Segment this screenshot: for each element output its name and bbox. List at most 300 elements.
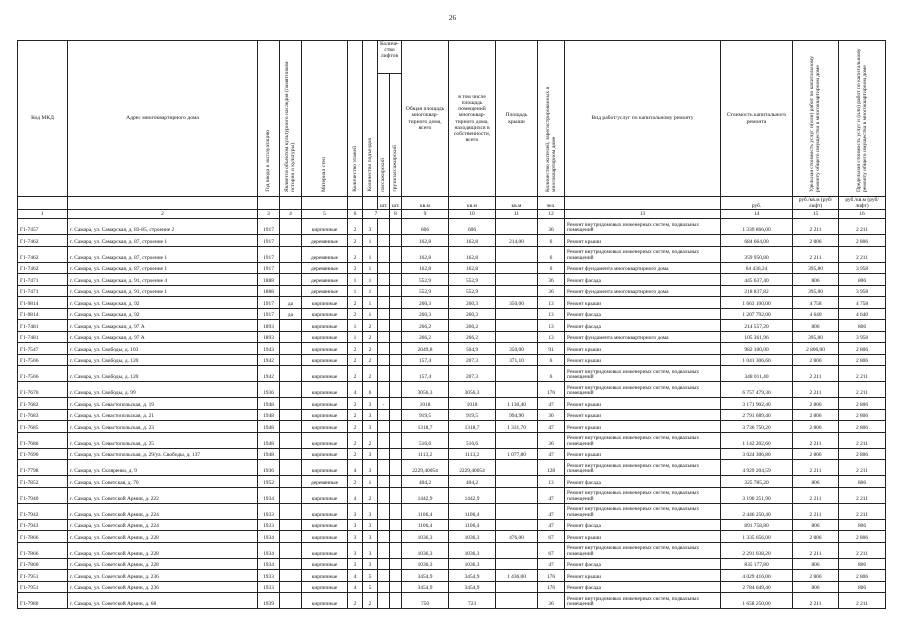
cell-kod: Г1-7852 bbox=[18, 476, 68, 488]
cell-cost: 3 171 902,40 bbox=[721, 398, 793, 410]
cell-mat: кирпичные bbox=[302, 366, 348, 382]
cell-lc bbox=[390, 274, 402, 286]
cell-her bbox=[280, 235, 302, 247]
cell-kod: Г1-7798 bbox=[18, 460, 68, 476]
cell-fl: 2 bbox=[348, 308, 363, 320]
cell-at: 750 bbox=[402, 593, 449, 609]
cell-ao: 260,3 bbox=[449, 297, 496, 309]
cell-ar: 214,00 bbox=[496, 235, 538, 247]
cell-fl: 3 bbox=[348, 542, 363, 558]
header-cost: Стоимость капитального ремонта bbox=[721, 41, 793, 197]
cell-lp bbox=[378, 331, 390, 343]
cell-ao: 162,8 bbox=[449, 246, 496, 262]
cell-ar bbox=[496, 593, 538, 609]
table-row bbox=[18, 581, 886, 593]
colnum: 12 bbox=[538, 210, 565, 219]
cell-lp bbox=[378, 343, 390, 355]
cell-res: 13 bbox=[538, 476, 565, 488]
cell-ao: 162,8 bbox=[449, 235, 496, 247]
cell-addr: г. Самара, ул. Советской Армии, д. 228 bbox=[68, 542, 258, 558]
cell-kod: Г1-7943 bbox=[18, 519, 68, 531]
cell-addr: г. Самара, ул. Севастопольская, д. 25 bbox=[68, 432, 258, 448]
cell-fl: 2 bbox=[348, 366, 363, 382]
header-row bbox=[18, 41, 886, 74]
cell-mc: 4 640 bbox=[839, 308, 886, 320]
cell-lc bbox=[390, 542, 402, 558]
cell-mat: кирпичные bbox=[302, 398, 348, 410]
cell-mat: кирпичные bbox=[302, 219, 348, 235]
cell-lp bbox=[378, 354, 390, 366]
cell-en: 2 bbox=[363, 432, 378, 448]
cell-lp bbox=[378, 487, 390, 503]
cell-mc: 806 bbox=[839, 558, 886, 570]
cell-uc: 2 806 bbox=[793, 398, 839, 410]
cell-mc: 806 bbox=[839, 320, 886, 332]
cell-year: 1888 bbox=[258, 285, 280, 297]
table-row bbox=[18, 570, 886, 582]
table-row bbox=[18, 460, 886, 476]
table-row bbox=[18, 542, 886, 558]
cell-ar bbox=[496, 262, 538, 274]
cell-work: Ремонт крыши bbox=[565, 235, 721, 247]
cell-year: 1948 bbox=[258, 432, 280, 448]
cell-cost: 1 207 792,00 bbox=[721, 308, 793, 320]
cell-en: 5 bbox=[363, 570, 378, 582]
table-row bbox=[18, 354, 886, 366]
cell-addr: г. Самара, ул. Самарская, д. 91, строение 4 bbox=[68, 274, 258, 286]
cell-ao: 1318,7 bbox=[449, 421, 496, 433]
cell-ao: 1018 bbox=[449, 398, 496, 410]
cell-mc: 2 806 bbox=[839, 570, 886, 582]
cell-kod: Г1-7481 bbox=[18, 320, 68, 332]
unit-sht1: шт. bbox=[378, 197, 390, 210]
cell-year: 1934 bbox=[258, 558, 280, 570]
cell-mc: 4 758 bbox=[839, 297, 886, 309]
cell-fl: 1 bbox=[348, 320, 363, 332]
cell-year: 1943 bbox=[258, 343, 280, 355]
cell-lc bbox=[390, 519, 402, 531]
cell-work: Ремонт внутридомовых инженерных систем, подвальных помещений bbox=[565, 460, 721, 476]
cell-res: 13 bbox=[538, 297, 565, 309]
cell-at: 3454,9 bbox=[402, 570, 449, 582]
cell-ar: 350,00 bbox=[496, 297, 538, 309]
cell-mat: кирпичные bbox=[302, 503, 348, 519]
cell-addr: г. Самара, ул. Самарская, д. 97 А bbox=[68, 320, 258, 332]
cell-her: да bbox=[280, 297, 302, 309]
cell-lp bbox=[378, 581, 390, 593]
cell-ar: 994,90 bbox=[496, 409, 538, 421]
cell-year: 1952 bbox=[258, 476, 280, 488]
cell-ao: 552,9 bbox=[449, 274, 496, 286]
cell-ar bbox=[496, 274, 538, 286]
cell-at: 516,6 bbox=[402, 432, 449, 448]
cell-mat: деревянные bbox=[302, 246, 348, 262]
table-row bbox=[18, 503, 886, 519]
cell-year: 1948 bbox=[258, 421, 280, 433]
cell-her bbox=[280, 343, 302, 355]
cell-ao: 260,3 bbox=[449, 308, 496, 320]
colnum: 13 bbox=[565, 210, 721, 219]
cell-fl: 2 bbox=[348, 409, 363, 421]
cell-kod: Г1-7547 bbox=[18, 343, 68, 355]
cell-uc: 2 211 bbox=[793, 487, 839, 503]
cell-en: 2 bbox=[363, 331, 378, 343]
header-lifts-cargo: грузопассажирский bbox=[390, 74, 402, 197]
cell-fl: 2 bbox=[348, 398, 363, 410]
cell-her bbox=[280, 246, 302, 262]
header-floors: Количество этажей bbox=[348, 41, 363, 197]
cell-mc: 3 958 bbox=[839, 285, 886, 297]
cell-kod: Г1-7682 bbox=[18, 398, 68, 410]
cell-lc bbox=[390, 503, 402, 519]
cell-cost: 3 190 251,90 bbox=[721, 487, 793, 503]
cell-addr: г. Самара, ул. Самарская, д. 87, строение 1 bbox=[68, 246, 258, 262]
cell-cost: 6 757 479,30 bbox=[721, 382, 793, 398]
header-area-total: Общая площадь многоквар-тирного дома, всего bbox=[402, 41, 449, 197]
cell-fl: 3 bbox=[348, 531, 363, 543]
cell-res: 6 bbox=[538, 246, 565, 262]
cell-at: 3056,3 bbox=[402, 382, 449, 398]
cell-fl: 2 bbox=[348, 343, 363, 355]
cell-res: 67 bbox=[538, 542, 565, 558]
cell-at: 1036,3 bbox=[402, 531, 449, 543]
cell-cost: 982 100,00 bbox=[721, 343, 793, 355]
cell-ar: 371,10 bbox=[496, 354, 538, 366]
cell-work: Ремонт внутридомовых инженерных систем, подвальных помещений bbox=[565, 593, 721, 609]
cell-year: 1933 bbox=[258, 503, 280, 519]
cell-mc: 2 211 bbox=[839, 542, 886, 558]
colnum: 5 bbox=[302, 210, 348, 219]
cell-fl: 2 bbox=[348, 297, 363, 309]
cell-addr: г. Самара, ул. Советская, д. 70 bbox=[68, 476, 258, 488]
cell-kod: Г1-7951 bbox=[18, 581, 68, 593]
cell-addr: г. Самара, ул. Свободы, д. 103 bbox=[68, 343, 258, 355]
colnum: 11 bbox=[496, 210, 538, 219]
cell-year: 1936 bbox=[258, 382, 280, 398]
cell-work: Ремонт фасада bbox=[565, 476, 721, 488]
cell-mc: 2 211 bbox=[839, 460, 886, 476]
cell-fl: 3 bbox=[348, 558, 363, 570]
cell-mc: 806 bbox=[839, 274, 886, 286]
cell-year: 1934 bbox=[258, 542, 280, 558]
cell-year: 1942 bbox=[258, 366, 280, 382]
cell-ao: 207,3 bbox=[449, 366, 496, 382]
cell-her bbox=[280, 354, 302, 366]
cell-lc bbox=[390, 246, 402, 262]
cell-fl: 1 bbox=[348, 274, 363, 286]
cell-cost: 325 785,20 bbox=[721, 476, 793, 488]
table-row bbox=[18, 246, 886, 262]
table-row bbox=[18, 274, 886, 286]
cell-lp bbox=[378, 308, 390, 320]
cell-ao: 266,2 bbox=[449, 331, 496, 343]
cell-mat: кирпичные bbox=[302, 343, 348, 355]
cell-uc: 4 758 bbox=[793, 297, 839, 309]
cell-fl: 2 bbox=[348, 421, 363, 433]
cell-year: 1893 bbox=[258, 331, 280, 343]
header-max-cost: Предельная стоимость услуг и (или) работ по капитальному ремонту общего имущества в многоквартирном доме bbox=[839, 41, 886, 197]
cell-kod: Г1-7866 bbox=[18, 531, 68, 543]
colnum: 1 bbox=[18, 210, 68, 219]
cell-addr: г. Самара, ул. Севастопольская, д. 21 bbox=[68, 409, 258, 421]
cell-addr: г. Самара, ул. Севастопольская, д. 19 bbox=[68, 398, 258, 410]
cell-her bbox=[280, 542, 302, 558]
cell-mat: деревянные bbox=[302, 235, 348, 247]
cell-mc: 806 bbox=[839, 519, 886, 531]
cell-kod: Г1-7942 bbox=[18, 503, 68, 519]
cell-mc: 2 806 bbox=[839, 409, 886, 421]
cell-mc: 3 958 bbox=[839, 331, 886, 343]
cell-year: 1934 bbox=[258, 487, 280, 503]
cell-kod: Г1-7685 bbox=[18, 421, 68, 433]
cell-uc: 806 bbox=[793, 558, 839, 570]
cell-res: 176 bbox=[538, 382, 565, 398]
cell-cost: 1 658 250,00 bbox=[721, 593, 793, 609]
cell-cost: 3 736 750,20 bbox=[721, 421, 793, 433]
cell-mc: 2 211 bbox=[839, 382, 886, 398]
table-row bbox=[18, 235, 886, 247]
cell-fl: 2 bbox=[348, 354, 363, 366]
cell-mc: 2 806 bbox=[839, 531, 886, 543]
cell-work: Ремонт фундамента многоквартирного дома bbox=[565, 285, 721, 297]
cell-mat: деревянные bbox=[302, 262, 348, 274]
cell-year: 1917 bbox=[258, 219, 280, 235]
cell-work: Ремонт фасада bbox=[565, 274, 721, 286]
cell-work: Ремонт фасада bbox=[565, 558, 721, 570]
cell-year: 1888 bbox=[258, 274, 280, 286]
cell-work: Ремонт крыши bbox=[565, 570, 721, 582]
cell-her bbox=[280, 366, 302, 382]
cell-kod: Г1-7566 bbox=[18, 354, 68, 366]
table-row bbox=[18, 366, 886, 382]
cell-her bbox=[280, 460, 302, 476]
cell-lp bbox=[378, 262, 390, 274]
cell-ao: 1106,4 bbox=[449, 503, 496, 519]
cell-lc bbox=[390, 354, 402, 366]
cell-her bbox=[280, 331, 302, 343]
cell-ar bbox=[496, 382, 538, 398]
cell-addr: г. Самара, ул. Самарская, д. 91, строение 1 bbox=[68, 285, 258, 297]
cell-fl: 2 bbox=[348, 593, 363, 609]
cell-lc bbox=[390, 262, 402, 274]
cell-kod: Г1-7866 bbox=[18, 542, 68, 558]
unit-rubkvm2: руб./кв.м (руб/лифт) bbox=[839, 197, 886, 210]
cell-cost: 105 361,96 bbox=[721, 331, 793, 343]
header-kod: Код МКД bbox=[18, 41, 68, 197]
cell-en: 1 bbox=[363, 262, 378, 274]
cell-res: 6 bbox=[538, 366, 565, 382]
cell-year: 1939 bbox=[258, 593, 280, 609]
cell-res: 91 bbox=[538, 343, 565, 355]
cell-ao: 1113,2 bbox=[449, 448, 496, 460]
cell-ao: 1036,3 bbox=[449, 558, 496, 570]
cell-kod: Г1-7462 bbox=[18, 262, 68, 274]
cell-res: 47 bbox=[538, 487, 565, 503]
cell-ao: 162,8 bbox=[449, 262, 496, 274]
cell-lp bbox=[378, 460, 390, 476]
colnum: 10 bbox=[449, 210, 496, 219]
cell-lc bbox=[390, 320, 402, 332]
colnum: 4 bbox=[280, 210, 302, 219]
cell-mc: 2 211 bbox=[839, 593, 886, 609]
cell-res: 36 bbox=[538, 409, 565, 421]
cell-en: 3 bbox=[363, 558, 378, 570]
cell-uc: 2 211 bbox=[793, 246, 839, 262]
cell-fl: 4 bbox=[348, 382, 363, 398]
cell-cost: 3 024 306,80 bbox=[721, 448, 793, 460]
cell-year: 1948 bbox=[258, 398, 280, 410]
cell-lp bbox=[378, 476, 390, 488]
cell-at: 162,8 bbox=[402, 235, 449, 247]
cell-ar bbox=[496, 246, 538, 262]
cell-mat: кирпичные bbox=[302, 593, 348, 609]
cell-addr: г. Самара, ул. Свободы, д. 99 bbox=[68, 382, 258, 398]
cell-kod: Г1-7462 bbox=[18, 235, 68, 247]
cell-year: 1942 bbox=[258, 354, 280, 366]
cell-cost: 1 142 202,60 bbox=[721, 432, 793, 448]
cell-cost: 4 929 204,59 bbox=[721, 460, 793, 476]
cell-res: 176 bbox=[538, 581, 565, 593]
cell-cost: 891 758,80 bbox=[721, 519, 793, 531]
cell-res: 36 bbox=[538, 219, 565, 235]
cell-at: 606 bbox=[402, 219, 449, 235]
cell-uc: 2 211 bbox=[793, 432, 839, 448]
cell-at: 1318,7 bbox=[402, 421, 449, 433]
table-row bbox=[18, 476, 886, 488]
cell-fl: 4 bbox=[348, 581, 363, 593]
cell-res: 36 bbox=[538, 593, 565, 609]
cell-lp bbox=[378, 593, 390, 609]
cell-ar bbox=[496, 366, 538, 382]
header-heritage: Является объектом культурного наследия (памятником истории и культуры) bbox=[280, 41, 302, 197]
cell-at: 2049,8 bbox=[402, 343, 449, 355]
unit-sht2: шт. bbox=[390, 197, 402, 210]
cell-cost: 2 791 689,40 bbox=[721, 409, 793, 421]
table-row bbox=[18, 320, 886, 332]
cell-lp bbox=[378, 531, 390, 543]
cell-kod: Г1-7481 bbox=[18, 331, 68, 343]
cell-lc bbox=[390, 343, 402, 355]
cell-uc: 806 bbox=[793, 519, 839, 531]
cell-lc bbox=[390, 331, 402, 343]
cell-year: 1917 bbox=[258, 262, 280, 274]
cell-at: 157,4 bbox=[402, 366, 449, 382]
cell-en: 1 bbox=[363, 308, 378, 320]
cell-at: 157,4 bbox=[402, 354, 449, 366]
cell-at: 1113,2 bbox=[402, 448, 449, 460]
cell-cost: 359 950,80 bbox=[721, 246, 793, 262]
cell-work: Ремонт крыши bbox=[565, 448, 721, 460]
cell-addr: г. Самара, ул. Скляренко, д. 9 bbox=[68, 460, 258, 476]
cell-ao: 1442,9 bbox=[449, 487, 496, 503]
cell-res: 13 bbox=[538, 331, 565, 343]
cell-work: Ремонт внутридомовых инженерных систем, подвальных помещений bbox=[565, 487, 721, 503]
colnum: 9 bbox=[402, 210, 449, 219]
cell-work: Ремонт внутридомовых инженерных систем, подвальных помещений bbox=[565, 503, 721, 519]
header-lifts-pass: пассажирский bbox=[378, 74, 390, 197]
cell-res: 47 bbox=[538, 558, 565, 570]
cell-lp bbox=[378, 297, 390, 309]
cell-ar: 1 436,00 bbox=[496, 570, 538, 582]
cell-ao: 504,9 bbox=[449, 343, 496, 355]
table-row bbox=[18, 448, 886, 460]
cell-ao: 552,9 bbox=[449, 285, 496, 297]
cell-lc bbox=[390, 432, 402, 448]
cell-work: Ремонт внутридомовых инженерных систем, подвальных помещений bbox=[565, 219, 721, 235]
cell-at: 1106,4 bbox=[402, 503, 449, 519]
cell-res: 36 bbox=[538, 285, 565, 297]
cell-mat: кирпичные bbox=[302, 331, 348, 343]
cell-addr: г. Самара, ул. Советской Армии, д. 224 bbox=[68, 519, 258, 531]
cell-lc bbox=[390, 398, 402, 410]
cell-at: 1442,9 bbox=[402, 487, 449, 503]
cell-ar: 350,00 bbox=[496, 343, 538, 355]
cell-mat: кирпичные bbox=[302, 382, 348, 398]
cell-her bbox=[280, 320, 302, 332]
cell-uc: 2 806 bbox=[793, 448, 839, 460]
cell-kod: Г1-7676 bbox=[18, 382, 68, 398]
cell-ao: 723 bbox=[449, 593, 496, 609]
cell-mat: кирпичные bbox=[302, 297, 348, 309]
cell-mat: кирпичные bbox=[302, 460, 348, 476]
cell-ao: 3454,9 bbox=[449, 570, 496, 582]
cell-lp bbox=[378, 570, 390, 582]
colnum: 7 bbox=[363, 210, 390, 219]
cell-en: 3 bbox=[363, 503, 378, 519]
cell-fl: 2 bbox=[348, 432, 363, 448]
cell-kod: Г1-9814 bbox=[18, 308, 68, 320]
cell-work: Ремонт крыши bbox=[565, 531, 721, 543]
cell-uc: 2 211 bbox=[793, 593, 839, 609]
cell-ao: 2229,40054 bbox=[449, 460, 496, 476]
cell-work: Ремонт фасада bbox=[565, 320, 721, 332]
cell-work: Ремонт фасада bbox=[565, 308, 721, 320]
cell-uc: 2 806 bbox=[793, 570, 839, 582]
cell-fl: 2 bbox=[348, 235, 363, 247]
cell-uc: 2 211 bbox=[793, 542, 839, 558]
cell-lc bbox=[390, 219, 402, 235]
cell-her bbox=[280, 593, 302, 609]
cell-en: 5 bbox=[363, 581, 378, 593]
cell-lp bbox=[378, 519, 390, 531]
cell-lp bbox=[378, 382, 390, 398]
cell-lp bbox=[378, 246, 390, 262]
cell-en: 1 bbox=[363, 274, 378, 286]
cell-cost: 835 177,80 bbox=[721, 558, 793, 570]
cell-mat: кирпичные bbox=[302, 320, 348, 332]
cell-fl: 4 bbox=[348, 487, 363, 503]
cell-mat: кирпичные bbox=[302, 487, 348, 503]
cell-year: 1933 bbox=[258, 581, 280, 593]
cell-at: 1036,3 bbox=[402, 542, 449, 558]
cell-res: 36 bbox=[538, 274, 565, 286]
cell-year: 1934 bbox=[258, 531, 280, 543]
unit-rub: руб. bbox=[721, 197, 793, 210]
cell-cost: 1 335 656,00 bbox=[721, 531, 793, 543]
cell-lp bbox=[378, 448, 390, 460]
table-row bbox=[18, 432, 886, 448]
cell-uc: 2 211 bbox=[793, 503, 839, 519]
cell-mat: кирпичные bbox=[302, 354, 348, 366]
cell-lc bbox=[390, 285, 402, 297]
cell-fl: 2 bbox=[348, 476, 363, 488]
table-row bbox=[18, 382, 886, 398]
cell-res: 36 bbox=[538, 432, 565, 448]
cell-work: Ремонт крыши bbox=[565, 409, 721, 421]
cell-cost: 348 011,40 bbox=[721, 366, 793, 382]
cell-uc: 2 211 bbox=[793, 366, 839, 382]
cell-addr: г. Самара, ул. Севастопольская, д. 29/ул. Свободы, д. 137 bbox=[68, 448, 258, 460]
